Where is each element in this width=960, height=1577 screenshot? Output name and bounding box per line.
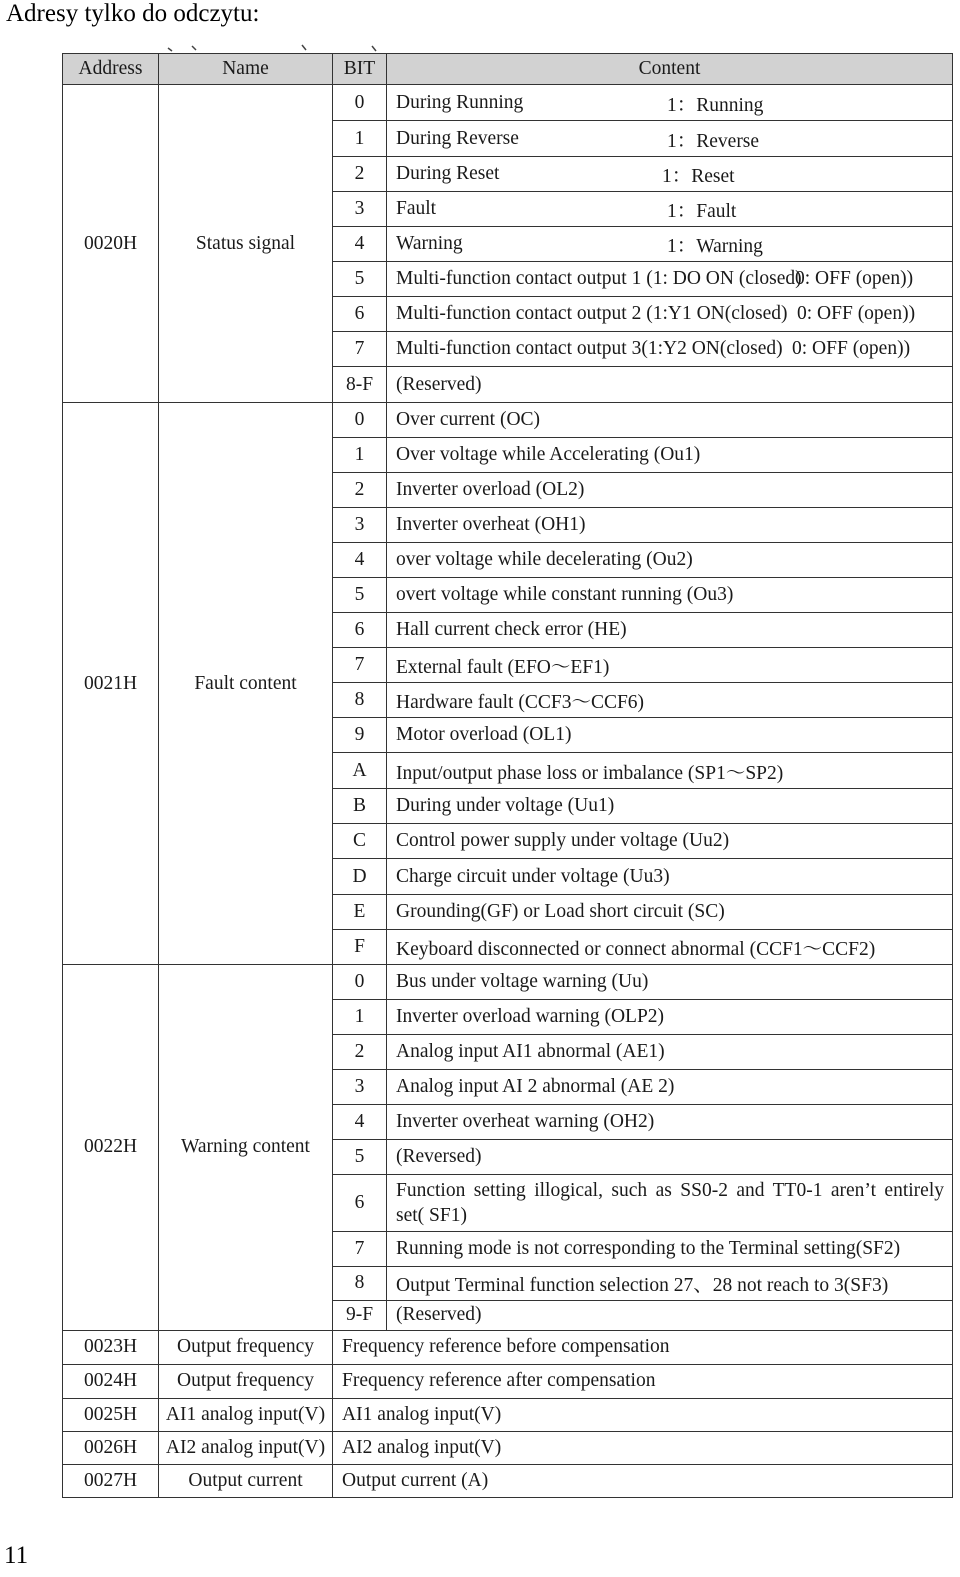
content-description: Analog input AI1 abnormal (AE1) bbox=[396, 1041, 665, 1063]
content-cell bbox=[387, 543, 953, 578]
page-number: 11 bbox=[4, 1542, 29, 1569]
bit-cell: A bbox=[333, 753, 387, 789]
content-cell bbox=[387, 683, 953, 718]
fault-row bbox=[63, 403, 953, 438]
content-description: Multi-function contact output 3(1:Y2 ON(closed) bbox=[396, 338, 783, 360]
bit-cell: 7 bbox=[333, 1231, 387, 1266]
content-description: (Reserved) bbox=[396, 373, 482, 395]
content-cell bbox=[387, 895, 953, 930]
content-description: During Running bbox=[396, 91, 524, 113]
content-description: External fault (EFO～EF1) bbox=[396, 657, 610, 679]
row-name: Output frequency bbox=[159, 1364, 333, 1398]
bit-cell: 9-F bbox=[333, 1300, 387, 1330]
fault-address: 0021H bbox=[63, 403, 159, 965]
content-cell bbox=[387, 578, 953, 613]
content-cell bbox=[387, 85, 953, 121]
content-cell bbox=[387, 403, 953, 438]
simple-row bbox=[63, 1464, 953, 1497]
content-description: overt voltage while constant running (Ou3) bbox=[396, 584, 734, 606]
bit-cell: 0 bbox=[333, 965, 387, 1000]
content-description: Control power supply under voltage (Uu2) bbox=[396, 830, 730, 852]
content-description: Output Terminal function selection 27、28 not reach to 3(SF3) bbox=[396, 1275, 889, 1297]
bit-cell: 8-F bbox=[333, 367, 387, 403]
content-description: Hardware fault (CCF3～CCF6) bbox=[396, 692, 645, 714]
row-name: AI2 analog input(V) bbox=[159, 1431, 333, 1464]
bit-cell: 1 bbox=[333, 438, 387, 473]
content-description: (Reserved) bbox=[396, 1304, 482, 1326]
content-description: Inverter overheat warning (OH2) bbox=[396, 1111, 655, 1133]
warning-address: 0022H bbox=[63, 965, 159, 1330]
content-cell bbox=[387, 367, 953, 403]
row-content: Output current (A) bbox=[333, 1464, 953, 1497]
content-description: Multi-function contact output 2 (1:Y1 ON(closed) bbox=[396, 303, 788, 325]
content-value: 1：Running bbox=[667, 94, 764, 116]
bit-cell: D bbox=[333, 859, 387, 895]
content-description: Over current (OC) bbox=[396, 409, 541, 431]
content-description: over voltage while decelerating (Ou2) bbox=[396, 549, 693, 571]
content-description: Function setting illogical, such as SS0-2 and TT0-1 aren’t entirely set( SF1) bbox=[396, 1180, 944, 1226]
bit-cell: F bbox=[333, 930, 387, 965]
bit-cell: 5 bbox=[333, 578, 387, 613]
warning-row bbox=[63, 965, 953, 1000]
content-cell bbox=[387, 1300, 953, 1330]
header-address: Address bbox=[63, 54, 159, 85]
content-cell bbox=[387, 1175, 953, 1231]
content-value: 0: OFF (open)) bbox=[795, 268, 914, 290]
row-name: Output frequency bbox=[159, 1330, 333, 1364]
status-name: Status signal bbox=[159, 85, 333, 403]
content-description: Fault bbox=[396, 198, 437, 220]
fault-name: Fault content bbox=[159, 403, 333, 965]
simple-row bbox=[63, 1330, 953, 1364]
bit-cell: 5 bbox=[333, 1140, 387, 1175]
bit-cell: 2 bbox=[333, 1035, 387, 1070]
content-description: During Reverse bbox=[396, 127, 519, 149]
content-description: Warning bbox=[396, 233, 463, 255]
content-cell bbox=[387, 1070, 953, 1105]
bit-cell: E bbox=[333, 895, 387, 930]
content-cell bbox=[387, 192, 953, 227]
content-description: Charge circuit under voltage (Uu3) bbox=[396, 865, 670, 887]
content-cell bbox=[387, 789, 953, 824]
row-content: Frequency reference after compensation bbox=[333, 1364, 953, 1398]
content-cell bbox=[387, 824, 953, 859]
bit-cell: 4 bbox=[333, 227, 387, 262]
content-cell bbox=[387, 121, 953, 157]
content-value: 1：Fault bbox=[667, 201, 737, 223]
header-content: Content bbox=[387, 54, 953, 85]
content-cell bbox=[387, 1000, 953, 1035]
content-cell bbox=[387, 1231, 953, 1266]
content-description: Inverter overheat (OH1) bbox=[396, 514, 586, 536]
bit-cell: 2 bbox=[333, 473, 387, 508]
status-address: 0020H bbox=[63, 85, 159, 403]
table-header-row bbox=[63, 54, 953, 85]
content-value: 1：Reset bbox=[662, 166, 735, 188]
scan-artifact bbox=[160, 42, 390, 52]
row-address: 0024H bbox=[63, 1364, 159, 1398]
row-content: Frequency reference before compensation bbox=[333, 1330, 953, 1364]
content-cell bbox=[387, 930, 953, 965]
content-cell bbox=[387, 965, 953, 1000]
content-cell bbox=[387, 227, 953, 262]
content-description: Running mode is not corresponding to the Terminal setting(SF2) bbox=[396, 1237, 901, 1259]
content-description: Bus under voltage warning (Uu) bbox=[396, 971, 649, 993]
row-address: 0027H bbox=[63, 1464, 159, 1497]
bit-cell: 4 bbox=[333, 543, 387, 578]
bit-cell: 1 bbox=[333, 121, 387, 157]
bit-cell: 4 bbox=[333, 1105, 387, 1140]
bit-cell: 9 bbox=[333, 718, 387, 753]
content-description: Hall current check error (HE) bbox=[396, 619, 627, 641]
content-description: Keyboard disconnected or connect abnormal (CCF1～CCF2) bbox=[396, 939, 876, 961]
bit-cell: 0 bbox=[333, 403, 387, 438]
content-cell bbox=[387, 332, 953, 367]
bit-cell: 3 bbox=[333, 1070, 387, 1105]
content-cell bbox=[387, 438, 953, 473]
row-address: 0023H bbox=[63, 1330, 159, 1364]
header-name: Name bbox=[159, 54, 333, 85]
content-description: Inverter overload warning (OLP2) bbox=[396, 1006, 665, 1028]
bit-cell: 2 bbox=[333, 157, 387, 192]
content-cell bbox=[387, 157, 953, 192]
content-value: 1：Warning bbox=[667, 236, 763, 258]
bit-cell: 8 bbox=[333, 1266, 387, 1300]
bit-cell: B bbox=[333, 789, 387, 824]
register-table-wrapper bbox=[62, 53, 952, 1498]
bit-cell: C bbox=[333, 824, 387, 859]
content-description: During Reset bbox=[396, 163, 500, 185]
bit-cell: 6 bbox=[333, 613, 387, 648]
content-description: Multi-function contact output 1 (1: DO ON (closed) bbox=[396, 268, 802, 290]
content-cell bbox=[387, 1035, 953, 1070]
page-heading: Adresy tylko do odczytu: bbox=[6, 0, 260, 27]
bit-cell: 0 bbox=[333, 85, 387, 121]
content-cell bbox=[387, 1266, 953, 1300]
content-description: Grounding(GF) or Load short circuit (SC) bbox=[396, 901, 725, 923]
header-bit: BIT bbox=[333, 54, 387, 85]
bit-cell: 3 bbox=[333, 192, 387, 227]
bit-cell: 8 bbox=[333, 683, 387, 718]
bit-cell: 3 bbox=[333, 508, 387, 543]
content-value: 1：Reverse bbox=[667, 130, 760, 152]
content-description: Analog input AI 2 abnormal (AE 2) bbox=[396, 1076, 675, 1098]
row-name: AI1 analog input(V) bbox=[159, 1398, 333, 1431]
bit-cell: 6 bbox=[333, 297, 387, 332]
bit-cell: 5 bbox=[333, 262, 387, 297]
status-row bbox=[63, 85, 953, 121]
row-content: AI2 analog input(V) bbox=[333, 1431, 953, 1464]
content-cell bbox=[387, 859, 953, 895]
content-cell bbox=[387, 613, 953, 648]
content-cell bbox=[387, 262, 953, 297]
register-table bbox=[62, 53, 953, 1498]
content-description: Input/output phase loss or imbalance (SP1～SP2) bbox=[396, 762, 784, 784]
simple-row bbox=[63, 1431, 953, 1464]
row-name: Output current bbox=[159, 1464, 333, 1497]
bit-cell: 7 bbox=[333, 332, 387, 367]
content-description: During under voltage (Uu1) bbox=[396, 795, 615, 817]
content-cell bbox=[387, 473, 953, 508]
content-description: Inverter overload (OL2) bbox=[396, 479, 585, 501]
row-address: 0025H bbox=[63, 1398, 159, 1431]
simple-row bbox=[63, 1364, 953, 1398]
bit-cell: 6 bbox=[333, 1175, 387, 1231]
row-content: AI1 analog input(V) bbox=[333, 1398, 953, 1431]
warning-name: Warning content bbox=[159, 965, 333, 1330]
content-cell bbox=[387, 508, 953, 543]
content-cell bbox=[387, 1105, 953, 1140]
content-description: Motor overload (OL1) bbox=[396, 724, 572, 746]
simple-row bbox=[63, 1398, 953, 1431]
bit-cell: 7 bbox=[333, 648, 387, 683]
bit-cell: 1 bbox=[333, 1000, 387, 1035]
content-cell bbox=[387, 297, 953, 332]
content-description: (Reversed) bbox=[396, 1146, 482, 1168]
content-value: 0: OFF (open)) bbox=[792, 338, 911, 360]
content-cell bbox=[387, 718, 953, 753]
content-cell bbox=[387, 1140, 953, 1175]
content-cell bbox=[387, 648, 953, 683]
content-cell bbox=[387, 753, 953, 789]
content-value: 0: OFF (open)) bbox=[797, 303, 916, 325]
content-description: Over voltage while Accelerating (Ou1) bbox=[396, 444, 701, 466]
row-address: 0026H bbox=[63, 1431, 159, 1464]
